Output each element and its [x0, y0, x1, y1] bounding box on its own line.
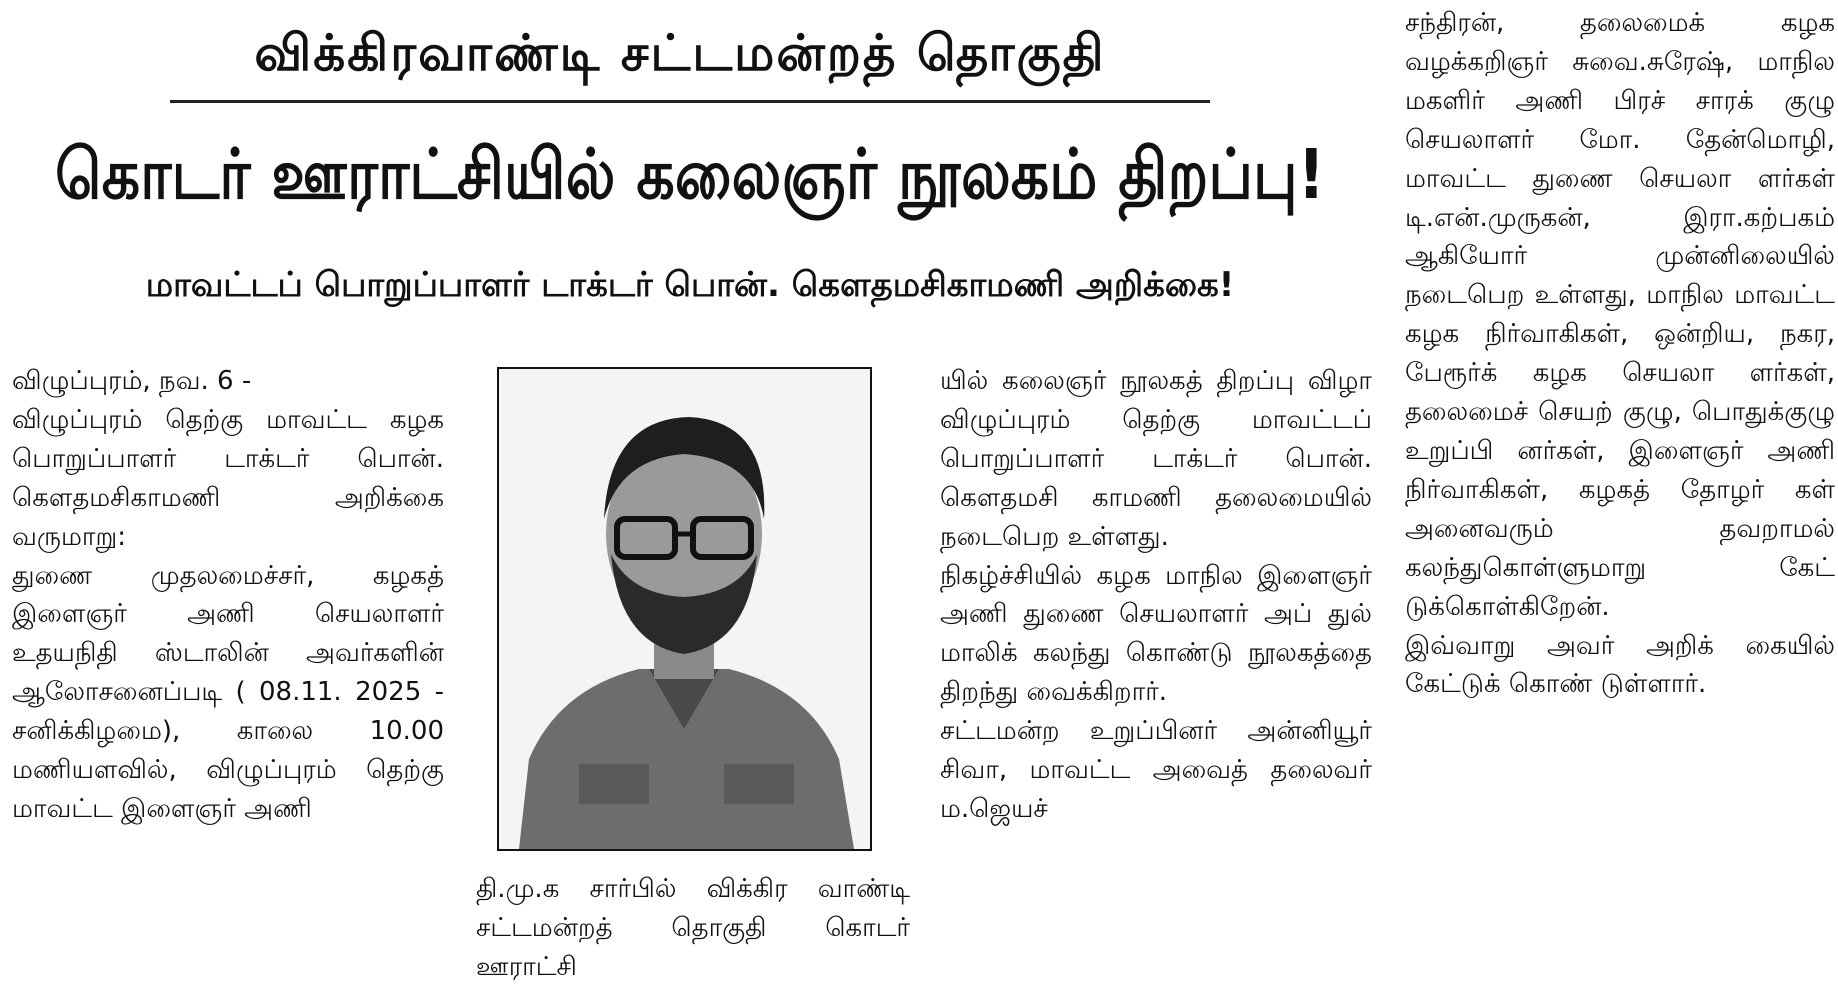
article-column-4: சந்திரன், தலைமைக் கழக வழக்கறிஞர் சுவை.சுரேஷ், மாநில மகளிர் அணி பிரச் சாரக் குழு செயலாளர் மோ. தேன்மொழி, மாவட்ட துணை செயலா ளர்கள் டி.என்.முருகன், இரா.கற்பகம் ஆகியோர் முன்னிலையில் நடைபெற உள்ளது, மாநில மாவட்ட கழக நிர்வாகிகள், ஒன்றிய, நகர, பேரூர்க் கழக செயலா ளர்கள், தலைமைச் செயற் குழு, பொதுக்குழு உறுப்பி னர்கள், இளைஞர் அணி நிர்வாகிகள், கழகத் தோழர் கள் அனைவரும் தவறாமல் கலந்துகொள்ளுமாறு கேட் டுக்கொள்கிறேன். இவ்வாறு அவர் அறிக் கையில் கேட்டுக் கொண் டுள்ளார். [1405, 8, 1835, 700]
photo-caption-column: தி.மு.க சார்பில் விக்கிர வாண்டி சட்டமன்றத் தொகுதி கொடர் ஊராட்சி [476, 874, 910, 982]
kicker-title: விக்கிரவாண்டி சட்டமன்றத் தொகுதி [254, 24, 1106, 82]
portrait-photo-icon [499, 369, 870, 849]
subheadline: மாவட்டப் பொறுப்பாளர் டாக்டர் பொன். கௌதமசிகாமணி அறிக்கை! [145, 265, 1235, 305]
article-column-1: விழுப்புரம், நவ. 6 - விழுப்புரம் தெற்கு மாவட்ட கழக பொறுப்பாளர் டாக்டர் பொன். கௌதமசிகாமணி அறிக்கை வருமாறு: துணை முதலமைச்சர், கழகத் இளைஞர் அணி செயலாளர் உதயநிதி ஸ்டாலின் அவர்களின் ஆலோசனைப்படி ( 08.11. 2025 - சனிக்கிழமை), காலை 10.00 மணியளவில், விழுப்புரம் தெற்கு மாவட்ட இளைஞர் அணி [12, 366, 444, 824]
divider [170, 100, 1210, 103]
portrait-photo [497, 367, 872, 851]
article-column-3: யில் கலைஞர் நூலகத் திறப்பு விழா விழுப்புரம் தெற்கு மாவட்டப் பொறுப்பாளர் டாக்டர் பொன். கௌதமசி காமணி தலைமையில் நடைபெற உள்ளது. நிகழ்ச்சியில் கழக மாநில இளைஞர் அணி துணை செயலாளர் அப் துல் மாலிக் கலந்து கொண்டு நூலகத்தை திறந்து வைக்கிறார். சட்டமன்ற உறுப்பினர் அன்னியூர் சிவா, மாவட்ட அவைத் தலைவர் ம.ஜெயச் [940, 366, 1372, 824]
headline: கொடர் ஊராட்சியில் கலைஞர் நூலகம் திறப்பு! [55, 134, 1325, 216]
